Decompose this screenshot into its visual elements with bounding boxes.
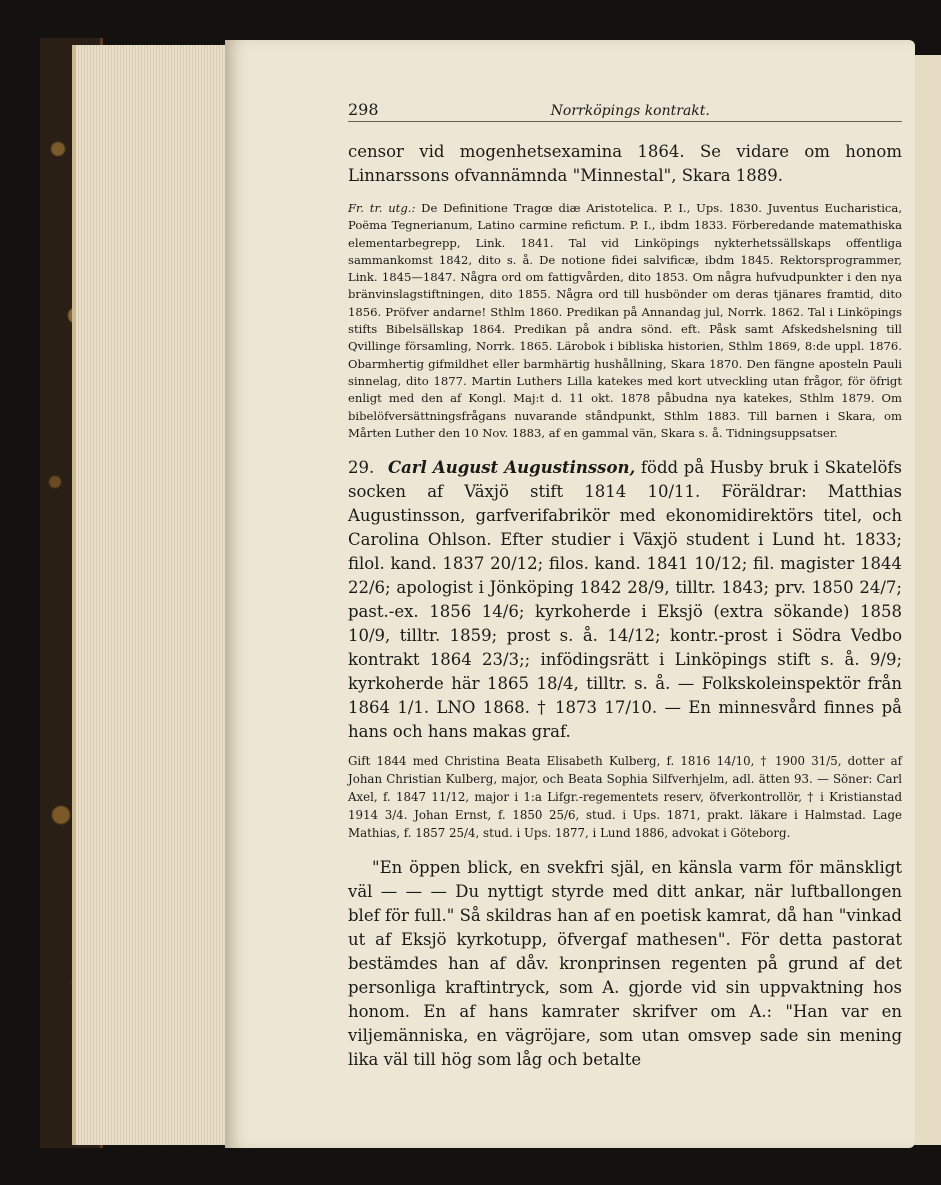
works-text: De Definitione Tragœ diæ Aristotelica. P. I., Ups. 1830. Juventus Eucharistica, Poëma Tegnerianum, Latino carmine refictum. P. I., ibdm 1833. Förberedande matemathiska elementarbegrepp, Link. 1841. Tal vid Linköpings nykterhetssällskaps offentliga sammankomst 1842, dito s. å. De notione fidei salvificæ, ibdm 1845. Rektorsprogrammer, Link. 1845—1847. Några ord om fattigvården, dito 1853. Om några hufvudpunkter i den nya bränvinslagstiftningen, dito 1855. Några ord till husbönder om deras tjänares framtid, dito 1856. Pröfver andarne! Sthlm 1860. Predikan på Annandag jul, Norrk. 1862. Tal i Linköpings stifts Bibelsällskap 1864. Predikan på andra sönd. eft. Påsk samt Afskedshelsning till Qvillinge församling, Norrk. 1865. Lärobok i bibliska historien, Sthlm 1869, 8:de uppl. 1876. Obarmhertig gifmildhet eller barmhärtig hushållning, Skara 1870. Den fängne aposteln Pauli sinnelag, dito 1877. Martin Luthers Lilla katekes med kort utveckling utan frågor, för öfrigt enligt med den af Kongl. Maj:t d. 11 okt. 1878 påbudna nya katekes, Sthlm 1879. Om bibelöfversättningsfrågans nuvarande ståndpunkt, Sthlm 1883. Till barnen i Skara, om Mårten Luther den 10 Nov. 1883, af en gammal vän, Skara s. å. Tidningsuppsatser.	[348, 201, 903, 440]
page-header	[348, 100, 902, 122]
quote-paragraph: "En öppen blick, en svekfri själ, en känsla varm för mänskligt väl — — — Du nyttigt styrde med ditt ankar, när luftballongen blef för full." Så skildras han af en poetisk kamrat, då han "vinkad ut af Eksjö kyrkotupp, öfvergaf mathesen". För detta pastorat bestämdes han af dåv. kronprinsen regenten på grund af det personliga kraftintryck, som A. gjorde vid sin uppvaktning hos honom. En af hans kamrater skrifver om A.: "Han var en viljemänniska, en vägröjare, som utan omsvep sade sin mening lika väl till hög som låg och betalte	[348, 858, 902, 1070]
book-page	[225, 40, 915, 1148]
running-head: Norrköpings kontrakt.	[550, 103, 710, 119]
works-paragraph	[348, 200, 902, 442]
entry-text: född på Husby bruk i Skatelöfs socken af Växjö stift 1814 10/11. Föräldrar: Matthias Augustinsson, garfverifabrikör med ekonomidirektörs titel, och Carolina Ohlson. Efter studier i Växjö student i Lund ht. 1833; filol. kand. 1837 20/12; filos. kand. 1841 10/12; fil. magister 1844 22/6; apologist i Jönköping 1842 28/9, tilltr. 1843; prv. 1850 24/7; past.-ex. 1856 14/6; kyrkoherde i Eksjö (extra sökande) 1858 10/9, tilltr. 1859; prost s. å. 14/12; kontr.-prost i Södra Vedbo kontrakt 1864 23/3;; infödingsrätt i Linköpings stift s. å. 9/9; kyrkoherde här 1865 18/4, tilltr. s. å. — Folkskoleinspektör från 1864 1/1. LNO 1868. † 1873 17/10. — En minnesvård finnes på hans och hans makas graf.	[348, 458, 903, 742]
works-label: Fr. tr. utg.:	[348, 201, 416, 215]
text-block	[348, 100, 902, 1072]
entry-paragraph	[348, 456, 902, 744]
entry-number: 29.	[348, 458, 375, 478]
entry-name: Carl August Augustinsson,	[387, 458, 636, 478]
page-number: 298	[348, 100, 379, 119]
page-edges	[72, 45, 236, 1145]
lead-paragraph: censor vid mogenhetsexamina 1864. Se vidare om honom Linnarssons ofvannämnda "Minnestal", Skara 1889.	[348, 142, 902, 185]
family-paragraph: Gift 1844 med Christina Beata Elisabeth Kulberg, f. 1816 14/10, † 1900 31/5, dotter af Johan Christian Kulberg, major, och Beata Sophia Silfverhjelm, adl. ätten 93. — Söner: Carl Axel, f. 1847 11/12, major i 1:a Lifgr.-regementets reserv, öfverkontrollör, † i Kristianstad 1914 3/4. Johan Ernst, f. 1850 25/6, stud. i Ups. 1871, prakt. läkare i Halmstad. Lage Mathias, f. 1857 25/4, stud. i Ups. 1877, i Lund 1886, advokat i Göteborg.	[348, 754, 902, 841]
